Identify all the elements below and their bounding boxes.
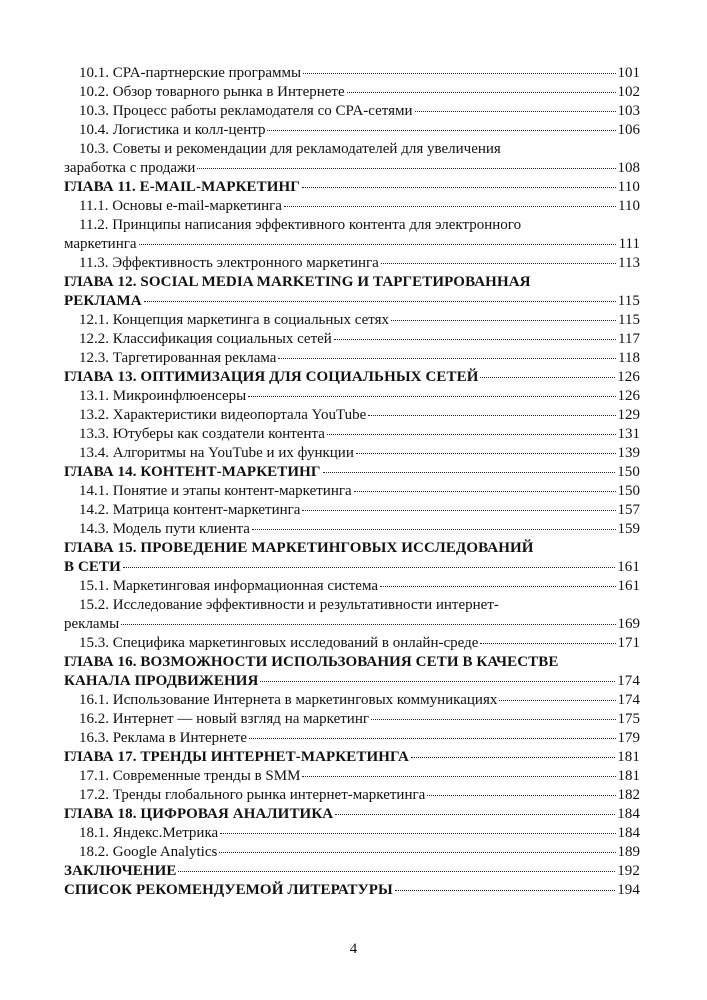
toc-entry-page-number: 139 <box>617 445 640 461</box>
dot-leader <box>480 631 615 644</box>
toc-entry-title-line1: 15.2. Исследование эффективности и результативности интернет- <box>79 597 499 613</box>
toc-entry-page-number: 161 <box>617 559 640 575</box>
toc-section-entry[interactable] <box>64 121 640 140</box>
toc-entry-title-line1: ГЛАВА 12. SOCIAL MEDIA MARKETING И ТАРГЕТИРОВАННАЯ <box>64 274 531 290</box>
toc-entry-title: 13.2. Характеристики видеопортала YouTube <box>79 407 367 423</box>
toc-entry-title: 15.3. Специфика маркетинговых исследований в онлайн-среде <box>79 635 479 651</box>
toc-entry-title: рекламы <box>64 616 120 632</box>
toc-entry-title: 16.1. Использование Интернета в маркетинговых коммуникациях <box>79 692 498 708</box>
toc-entry-title: В СЕТИ <box>64 559 121 575</box>
toc-entry-title: ГЛАВА 13. ОПТИМИЗАЦИЯ ДЛЯ СОЦИАЛЬНЫХ СЕТЕЙ <box>64 369 479 385</box>
dot-leader <box>323 460 616 473</box>
toc-entry-page-number: 182 <box>617 787 640 803</box>
toc-entry-title-line1: 10.3. Советы и рекомендации для рекламодателей для увеличения <box>79 141 501 157</box>
toc-section-entry[interactable] <box>64 577 640 596</box>
toc-chapter-entry[interactable] <box>64 881 640 900</box>
toc-entry-title: 18.1. Яндекс.Метрика <box>79 825 219 841</box>
toc-entry-page-number: 106 <box>617 122 640 138</box>
toc-entry-title: 12.2. Классификация социальных сетей <box>79 331 332 347</box>
toc-entry-page-number: 117 <box>618 331 640 347</box>
dot-leader <box>178 859 615 872</box>
toc-entry-page-number: 131 <box>617 426 640 442</box>
toc-entry-page-number: 189 <box>617 844 640 860</box>
toc-entry-page-number: 192 <box>617 863 640 879</box>
toc-entry-title: ГЛАВА 18. ЦИФРОВАЯ АНАЛИТИКА <box>64 806 334 822</box>
toc-entry-title-line1: ГЛАВА 16. ВОЗМОЖНОСТИ ИСПОЛЬЗОВАНИЯ СЕТИ В КАЧЕСТВЕ <box>64 654 559 670</box>
dot-leader <box>252 517 616 530</box>
toc-entry-page-number: 102 <box>617 84 640 100</box>
dot-leader <box>411 745 615 758</box>
dot-leader <box>197 156 615 169</box>
toc-entry-line <box>79 197 640 216</box>
toc-entry-title: 16.3. Реклама в Интернете <box>79 730 248 746</box>
toc-entry-line <box>79 634 640 653</box>
dot-leader <box>415 99 616 112</box>
toc-entry-line <box>79 254 640 273</box>
dot-leader <box>121 612 615 625</box>
toc-entry-title: 13.3. Ютуберы как создатели контента <box>79 426 325 442</box>
toc-section-entry[interactable] <box>64 254 640 273</box>
toc-entry-page-number: 171 <box>617 635 640 651</box>
toc-entry-page-number: 150 <box>617 464 640 480</box>
toc-entry-title: ГЛАВА 14. КОНТЕНТ-МАРКЕТИНГ <box>64 464 321 480</box>
dot-leader <box>139 232 616 245</box>
toc-entry-page-number: 115 <box>618 312 640 328</box>
toc-entry-page-number: 101 <box>617 65 640 81</box>
toc-entry-title: 17.1. Современные тренды в SMM <box>79 768 301 784</box>
dot-leader <box>380 574 615 587</box>
toc-entry-title: 10.4. Логистика и колл-центр <box>79 122 266 138</box>
dot-leader <box>371 707 615 720</box>
toc-entry-page-number: 174 <box>617 692 640 708</box>
toc-entry-page-number: 110 <box>617 179 640 195</box>
toc-section-entry[interactable] <box>64 520 640 539</box>
dot-leader <box>480 365 615 378</box>
toc-entry-title: 14.3. Модель пути клиента <box>79 521 250 537</box>
toc-entry-title: 11.1. Основы e-mail-маркетинга <box>79 198 282 214</box>
page-number: 4 <box>349 941 358 957</box>
toc-chapter-entry[interactable] <box>64 653 640 691</box>
toc-entry-page-number: 169 <box>617 616 640 632</box>
dot-leader <box>302 498 615 511</box>
toc-entry-title: 10.3. Процесс работы рекламодателя со CPA-сетями <box>79 103 413 119</box>
dot-leader <box>144 289 616 302</box>
toc-entry-title: ГЛАВА 11. E-MAIL-МАРКЕТИНГ <box>64 179 300 195</box>
dot-leader <box>335 802 615 815</box>
toc-section-entry[interactable] <box>64 140 640 178</box>
toc-entry-title: 12.3. Таргетированная реклама <box>79 350 277 366</box>
toc-entry-title: КАНАЛА ПРОДВИЖЕНИЯ <box>64 673 259 689</box>
toc-entry-title: 13.1. Микроинфлюенсеры <box>79 388 247 404</box>
toc-entry-page-number: 118 <box>618 350 640 366</box>
toc-entry-page-number: 181 <box>617 768 640 784</box>
toc-section-entry[interactable] <box>64 197 640 216</box>
toc-entry-line <box>64 881 640 900</box>
toc-entry-page-number: 129 <box>617 407 640 423</box>
toc-entry-page-number: 194 <box>617 882 640 898</box>
toc-entry-page-number: 157 <box>617 502 640 518</box>
toc-entry-title: 15.1. Маркетинговая информационная система <box>79 578 379 594</box>
dot-leader <box>302 764 615 777</box>
dot-leader <box>395 878 615 891</box>
dot-leader <box>347 80 616 93</box>
toc-chapter-entry[interactable] <box>64 539 640 577</box>
toc-entry-title: заработка с продажи <box>64 160 196 176</box>
toc-entry-title: РЕКЛАМА <box>64 293 142 309</box>
toc-entry-title: 17.2. Тренды глобального рынка интернет-маркетинга <box>79 787 426 803</box>
toc-entry-page-number: 174 <box>617 673 640 689</box>
toc-entry-title: 14.1. Понятие и этапы контент-маркетинга <box>79 483 352 499</box>
dot-leader <box>354 479 616 492</box>
dot-leader <box>278 346 616 359</box>
toc-entry-page-number: 110 <box>618 198 640 214</box>
toc-entry-page-number: 111 <box>618 236 640 252</box>
dot-leader <box>391 308 616 321</box>
toc-section-entry[interactable] <box>64 216 640 254</box>
toc-entry-line <box>79 520 640 539</box>
toc-entry-page-number: 126 <box>617 369 640 385</box>
dot-leader <box>303 61 615 74</box>
toc-entry-page-number: 184 <box>617 825 640 841</box>
toc-entry-title: 10.2. Обзор товарного рынка в Интернете <box>79 84 345 100</box>
dot-leader <box>248 384 615 397</box>
toc-entry-page-number: 115 <box>617 293 640 309</box>
toc-entry-title: 16.2. Интернет — новый взгляд на маркетинг <box>79 711 370 727</box>
dot-leader <box>302 175 616 188</box>
dot-leader <box>334 327 616 340</box>
dot-leader <box>381 251 616 264</box>
toc-entry-page-number: 181 <box>617 749 640 765</box>
dot-leader <box>260 669 615 682</box>
toc-entry-page-number: 126 <box>617 388 640 404</box>
toc-entry-line <box>79 577 640 596</box>
toc-entry-page-number: 159 <box>617 521 640 537</box>
dot-leader <box>327 422 616 435</box>
toc-entry-title-line1: ГЛАВА 15. ПРОВЕДЕНИЕ МАРКЕТИНГОВЫХ ИССЛЕДОВАНИЙ <box>64 540 534 556</box>
dot-leader <box>267 118 615 131</box>
dot-leader <box>284 194 616 207</box>
toc-entry-page-number: 179 <box>617 730 640 746</box>
toc-entry-title: 11.3. Эффективность электронного маркетинга <box>79 255 379 271</box>
toc-entry-title: 18.2. Google Analytics <box>79 844 218 860</box>
toc-entry-title-line1: 11.2. Принципы написания эффективного контента для электронного <box>79 217 522 233</box>
toc-entry-page-number: 108 <box>617 160 640 176</box>
toc-entry-title: СПИСОК РЕКОМЕНДУЕМОЙ ЛИТЕРАТУРЫ <box>64 882 393 898</box>
toc-entry-page-number: 184 <box>617 806 640 822</box>
toc-entry-page-number: 103 <box>617 103 640 119</box>
toc-entry-page-number: 150 <box>617 483 640 499</box>
toc-section-entry[interactable] <box>64 596 640 634</box>
toc-entry-title: 12.1. Концепция маркетинга в социальных сетях <box>79 312 390 328</box>
dot-leader <box>219 840 615 853</box>
dot-leader <box>499 688 615 701</box>
toc-entry-title: 14.2. Матрица контент-маркетинга <box>79 502 301 518</box>
dot-leader <box>356 441 616 454</box>
toc-entry-title: 13.4. Алгоритмы на YouTube и их функции <box>79 445 354 461</box>
toc-entry-line <box>79 121 640 140</box>
toc-section-entry[interactable] <box>64 634 640 653</box>
dot-leader <box>427 783 615 796</box>
toc-entry-title: ЗАКЛЮЧЕНИЕ <box>64 863 177 879</box>
toc-entry-title: ГЛАВА 17. ТРЕНДЫ ИНТЕРНЕТ-МАРКЕТИНГА <box>64 749 409 765</box>
toc-entry-title: маркетинга <box>64 236 137 252</box>
dot-leader <box>368 403 615 416</box>
toc-entry-title: 10.1. CPA-партнерские программы <box>79 65 302 81</box>
toc-entry-page-number: 113 <box>618 255 640 271</box>
toc-entry-page-number: 161 <box>617 578 640 594</box>
toc-chapter-entry[interactable] <box>64 273 640 311</box>
dot-leader <box>220 821 615 834</box>
dot-leader <box>249 726 615 739</box>
toc-entry-page-number: 175 <box>617 711 640 727</box>
dot-leader <box>123 555 615 568</box>
table-of-contents <box>64 64 640 900</box>
